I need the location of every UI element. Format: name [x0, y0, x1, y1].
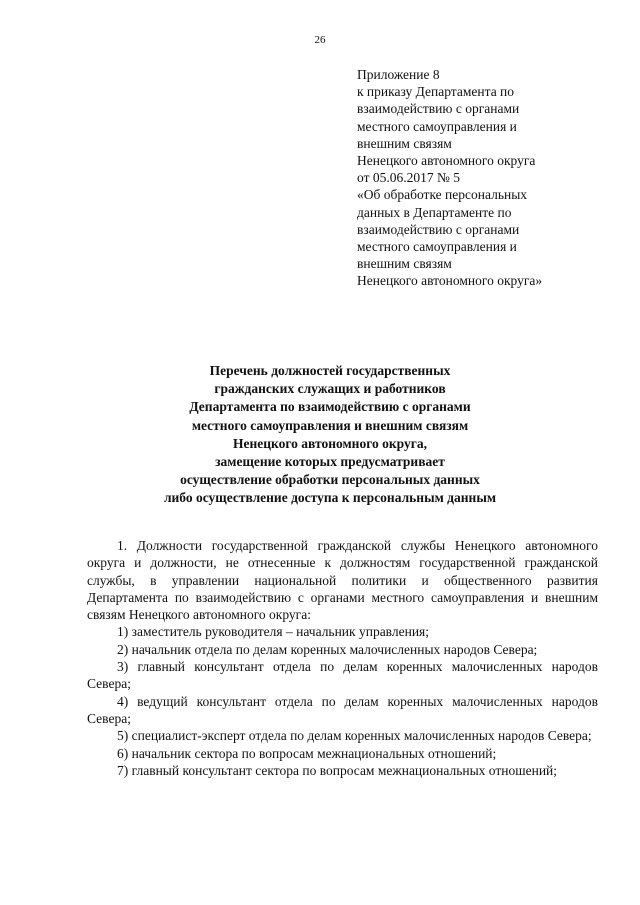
list-item: 3) главный консультант отдела по делам коренных малочисленных народов Севера; — [87, 659, 598, 692]
document-title — [60, 362, 600, 508]
appendix-header — [357, 66, 627, 290]
intro-paragraph: 1. Должности государственной гражданской службы Ненецкого автономного округа и должности, не отнесенные к должностям государственной гражданской службы, в управлении национальной политики и общественного развития Департамента по взаимодействию с органами местного самоуправления и внешним связям Ненецкого автономного округа: — [87, 538, 598, 623]
appendix-line: местного самоуправления и — [357, 239, 517, 255]
title-line: Перечень должностей государственных — [209, 363, 451, 378]
appendix-line: «Об обработке персональных — [357, 187, 528, 203]
title-line: местного самоуправления и внешним связям — [191, 417, 469, 433]
appendix-line: к приказу Департамента по — [357, 84, 515, 100]
list-item: 1) заместитель руководителя – начальник управления; — [117, 624, 430, 640]
appendix-line: Ненецкого автономного округа — [357, 153, 536, 169]
document-body — [87, 537, 598, 779]
appendix-line: взаимодействию с органами — [357, 101, 520, 117]
appendix-line: взаимодействию с органами — [357, 221, 520, 237]
title-line: гражданских служащих и работников — [214, 381, 446, 397]
appendix-line: внешним связям — [357, 256, 452, 272]
list-item: 2) начальник отдела по делам коренных малочисленных народов Севера; — [117, 641, 538, 657]
list-item: 4) ведущий консультант отдела по делам коренных малочисленных народов Севера; — [87, 693, 598, 726]
list-item: 7) главный консультант сектора по вопросам межнациональных отношений; — [117, 762, 558, 778]
page-number: 26 — [314, 34, 326, 46]
list-item: 5) специалист-эксперт отдела по делам коренных малочисленных народов Севера; — [117, 728, 592, 744]
appendix-line: от 05.06.2017 № 5 — [357, 170, 460, 186]
appendix-line: Приложение 8 — [357, 67, 440, 82]
title-line: либо осуществление доступа к персональным данным — [163, 490, 497, 506]
appendix-line: местного самоуправления и — [357, 118, 517, 134]
appendix-line: данных в Департаменте по — [357, 204, 512, 220]
title-line: замещение которых предусматривает — [215, 454, 445, 470]
list-item: 6) начальник сектора по вопросам межнациональных отношений; — [117, 745, 497, 761]
title-line: Ненецкого автономного округа, — [233, 435, 427, 451]
appendix-line: внешним связям — [357, 135, 452, 151]
title-line: осуществление обработки персональных данных — [180, 472, 480, 488]
appendix-line: Ненецкого автономного округа» — [357, 273, 543, 289]
title-line: Департамента по взаимодействию с органами — [189, 399, 471, 415]
